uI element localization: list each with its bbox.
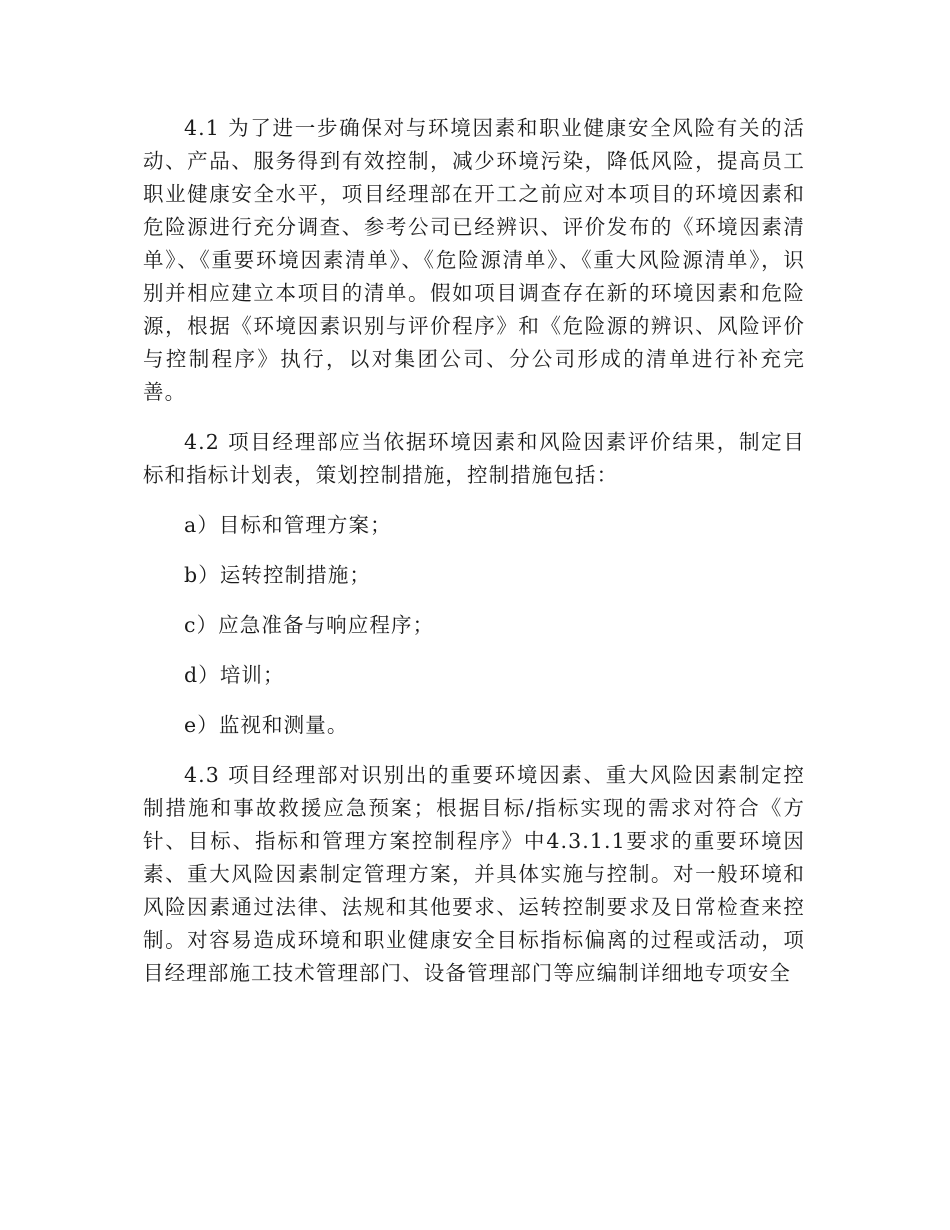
list-item-measure-c: c）应急准备与响应程序； xyxy=(184,613,435,637)
list-item-measure-b: b）运转控制措施； xyxy=(184,563,372,587)
list-item-measure-a: a）目标和管理方案； xyxy=(184,513,392,537)
paragraph-4-1: 4.1 为了进一步确保对与环境因素和职业健康安全风险有关的活动、产品、服务得到有效控制，减少环境污染，降低风险，提高员工职业健康安全水平，项目经理部在开工之前应对本项目的环境因素和危险源进行充分调查、参考公司已经辨识、评价发布的《环境因素清单》、《重要环境因素清单》、《危险源清单》、《重大风险源清单》，识别并相应建立本项目的清单。假如项目调查存在新的环境因素和危险源，根据《环境因素识别与评价程序》和《危险源的辨识、风险评价与控制程序》执行，以对集团公司、分公司形成的清单进行补充完善。 xyxy=(143,116,805,404)
paragraph-4-3: 4.3 项目经理部对识别出的重要环境因素、重大风险因素制定控制措施和事故救援应急预案；根据目标/指标实现的需求对符合《方针、目标、指标和管理方案控制程序》中4.3.1.1要求的重要环境因素、重大风险因素制定管理方案，并具体实施与控制。对一般环境和风险因素通过法律、法规和其他要求、运转控制要求及日常检查来控制。对容易造成环境和职业健康安全目标指标偏离的过程或活动，项目经理部施工技术管理部门、设备管理部门等应编制详细地专项安全 xyxy=(143,763,805,985)
list-item-measure-e: e）监视和测量。 xyxy=(184,713,349,737)
list-item-measure-d: d）培训； xyxy=(184,663,285,687)
document-body xyxy=(143,112,805,990)
paragraph-4-2: 4.2 项目经理部应当依据环境因素和风险因素评价结果，制定目标和指标计划表，策划控制措施，控制措施包括： xyxy=(143,430,805,487)
